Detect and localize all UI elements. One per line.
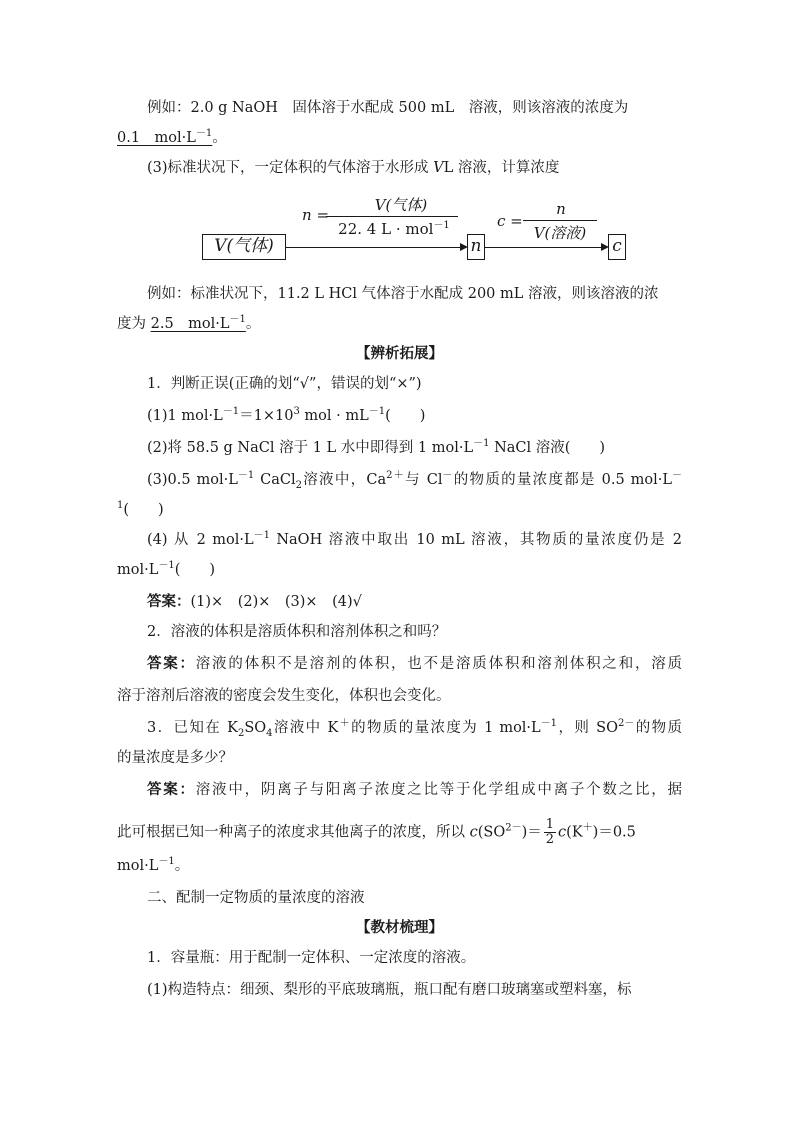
q3-answer-end: $mol\cdot L^{-1}$。 (117, 856, 190, 874)
q1-statement-1: (1)1 $mol\cdot L^{-1}=1\times 10^3$ mol · $mL^{-1}$( ) (147, 406, 426, 424)
q2-answer: 答案：溶液的体积不是溶剂的体积，也不是溶质体积和溶剂体积之和，溶质 (147, 655, 682, 672)
flow-arrow-1 (286, 247, 466, 248)
example-naoh (147, 98, 682, 118)
section-heading-expand: 【辨析拓展】 (356, 345, 443, 362)
example-naoh-answer-line: 0.1 $mol\cdot L^{-1}$。 (117, 128, 227, 146)
example-hcl: 例如：标准状况下，11.2 L HCl 气体溶于水配成 200 mL 溶液，则该溶液的浓 (147, 286, 659, 302)
q3-title-cont: 的量浓度是多少？ (117, 750, 233, 766)
flow-mid-box: n (467, 234, 485, 260)
flow-eq2-fraction-bar (523, 220, 597, 221)
flow-eq2-lhs: c = (497, 212, 523, 230)
example-naoh-text: 例如：2.0 g NaOH 固体溶于水配成 500 mL 溶液，则该溶液的浓度为 (147, 100, 629, 116)
q1-answer: 答案：(1)× (2)× (3)× (4)√ (147, 593, 362, 610)
item3-gas-volume: (3)标准状况下，一定体积的气体溶于水形成 VL 溶液，计算浓度 (147, 160, 560, 176)
q1-title: 1．判断正误(正确的划“√”，错误的划“×”) (147, 376, 422, 392)
flow-eq2-denominator: V(溶液) (533, 224, 587, 242)
flow-arrow-2 (485, 247, 607, 248)
example-hcl-answer: 2.5 $mol\cdot L^{-1}$ (150, 314, 246, 332)
flow-eq1-fraction-bar (326, 216, 458, 217)
flow-eq1-numerator: V(气体) (374, 196, 428, 214)
flow-eq2-numerator: n (556, 200, 566, 218)
q1-statement-3: (3)0.5 $mol\cdot L^{-1}$ CaCl$_2$溶液中，$Ca^{2+}$与 Cl－的物质的量浓度都是 0.5 mol·L－ (147, 470, 682, 491)
q3-title: 3．已知在 $K_2SO_4$溶液中 K＋的物质的量浓度为 1 $mol\cdot L^{-1}$，则 $SO^{2-}$的物质 (147, 718, 683, 739)
flow-start-box: V(气体) (202, 234, 286, 260)
q2-title: 2．溶液的体积是溶质体积和溶剂体积之和吗？ (147, 624, 447, 640)
q1-statement-2: (2)将 58.5 g NaCl 溶于 1 L 水中即得到 1 $mol\cdot L^{-1}$ NaCl 溶液( ) (147, 438, 606, 456)
q1-statement-4: (4) 从 2 $mol\cdot L^{-1}$ NaOH 溶液中取出 10 mL 溶液，其物质的量浓度仍是 2 (147, 530, 682, 548)
section-heading-textbook: 【教材梳理】 (356, 919, 443, 936)
s2-item1-structure: (1)构造特点：细颈、梨形的平底玻璃瓶，瓶口配有磨口玻璃塞或塑料塞，标 (147, 982, 632, 998)
q2-answer-cont: 溶于溶剂后溶液的密度会发生变化，体积也会变化。 (117, 688, 451, 704)
q1-statement-3-cont: $^1$( ) (117, 500, 164, 518)
q3-answer-cont: 此可根据已知一种离子的浓度求其他离子的浓度，所以 $c(SO^{2-})=$ $\frac{1}{2}$ c(K＋)＝0.5 (117, 817, 636, 847)
flow-end-box: c (608, 234, 626, 260)
q1-statement-4-cont: $mol\cdot L^{-1}$( ) (117, 560, 216, 578)
example-naoh-answer: 0.1 $mol\cdot L^{-1}$ (117, 128, 213, 146)
section2-title: 二、配制一定物质的量浓度的溶液 (147, 890, 365, 906)
q3-answer: 答案：溶液中，阴离子与阳离子浓度之比等于化学组成中离子个数之比，据 (147, 781, 682, 798)
flow-eq1-lhs: n = (302, 206, 330, 224)
s2-item1-volumetric-flask: 1．容量瓶：用于配制一定体积、一定浓度的溶液。 (147, 950, 476, 966)
half-fraction: $\frac{1}{2}$ (545, 817, 555, 847)
flow-eq1-denominator: 22. 4 L · mol$^{-1}$ (338, 220, 450, 238)
example-hcl-answer-line: 度为 2.5 $mol\cdot L^{-1}$。 (117, 314, 261, 332)
